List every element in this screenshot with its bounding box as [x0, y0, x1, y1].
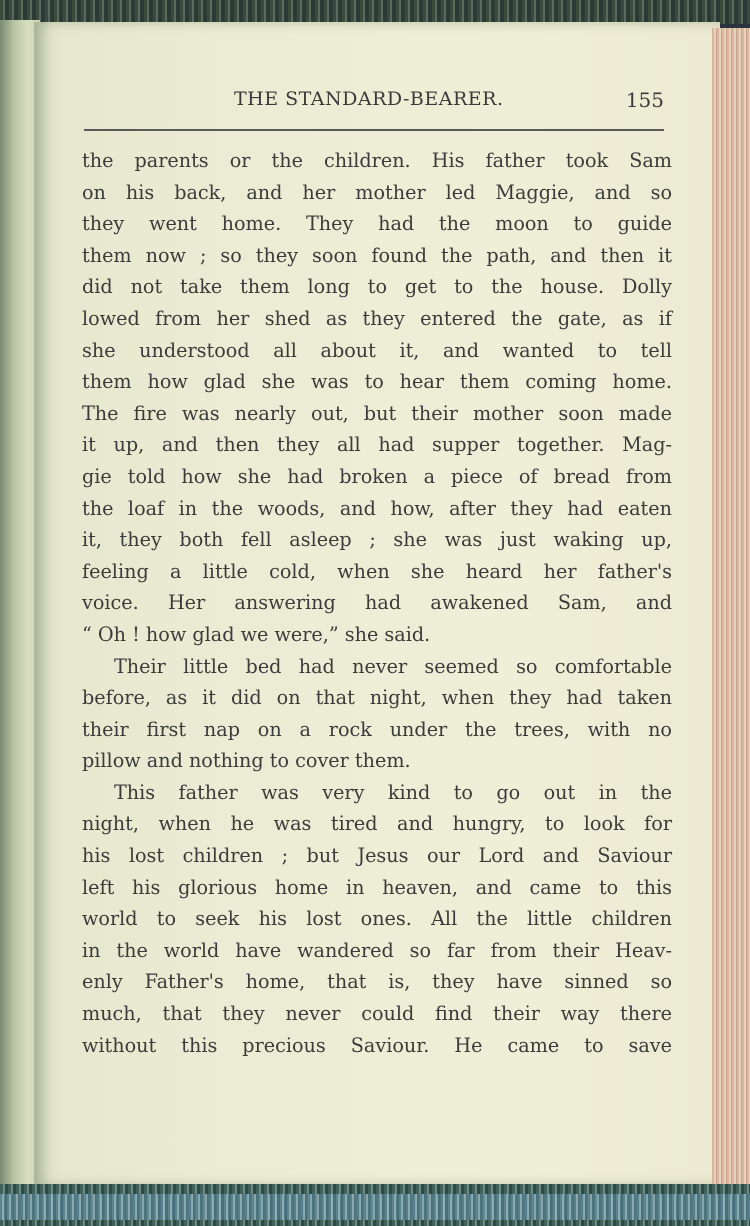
- text-line: The fire was nearly out, but their mother soon made: [82, 401, 672, 425]
- text-line: without this precious Saviour. He came to save: [82, 1033, 672, 1057]
- text-line: enly Father's home, that is, they have sinned so: [82, 970, 672, 994]
- text-line: them how glad she was to hear them coming home.: [82, 370, 672, 394]
- running-title: THE STANDARD-BEARER.: [234, 88, 504, 110]
- text-line: the parents or the children. His father took Sam: [82, 149, 672, 172]
- text-line: she understood all about it, and wanted to tell: [82, 338, 672, 362]
- text-line: it up, and then they all had supper together. Mag-: [82, 433, 672, 457]
- book-cover-bottom: [0, 1184, 750, 1226]
- text-line: them now ; so they soon found the path, and then it: [82, 243, 672, 267]
- text-line: before, as it did on that night, when they had taken: [82, 686, 672, 710]
- text-line: their first nap on a rock under the trees, with no: [82, 717, 672, 741]
- text-line: voice. Her answering had awakened Sam, and: [82, 591, 672, 615]
- text-line: it, they both fell asleep ; she was just waking up,: [82, 528, 672, 552]
- cover-band: [0, 1194, 750, 1220]
- text-line: Their little bed had never seemed so comfortable: [114, 654, 672, 678]
- body-text: [82, 145, 672, 1061]
- text-line: “ Oh ! how glad we were,” she said.: [82, 622, 431, 646]
- text-line: gie told how she had broken a piece of bread from: [82, 464, 672, 488]
- text-line: in the world have wandered so far from their Heav-: [82, 938, 672, 962]
- text-line: night, when he was tired and hungry, to look for: [82, 812, 672, 836]
- page-number: 155: [625, 88, 664, 112]
- running-header: [84, 88, 664, 118]
- text-line: feeling a little cold, when she heard her father's: [82, 559, 672, 583]
- text-line: left his glorious home in heaven, and came to this: [82, 875, 672, 899]
- text-line: they went home. They had the moon to guide: [82, 212, 672, 236]
- text-line: his lost children ; but Jesus our Lord and Saviour: [82, 844, 672, 868]
- text-line: pillow and nothing to cover them.: [82, 749, 411, 773]
- text-line: This father was very kind to go out in the: [114, 780, 672, 804]
- page-edges: [712, 28, 750, 1188]
- text-line: on his back, and her mother led Maggie, and so: [82, 180, 672, 204]
- text-line: lowed from her shed as they entered the gate, as if: [82, 306, 672, 330]
- text-line: world to seek his lost ones. All the little children: [82, 907, 672, 931]
- book-cover-top: [0, 0, 750, 24]
- text-line: the loaf in the woods, and how, after they had eaten: [82, 496, 672, 520]
- text-line: much, that they never could find their way there: [82, 1002, 672, 1026]
- header-rule: [84, 129, 664, 131]
- text-line: did not take them long to get to the house. Dolly: [82, 275, 672, 299]
